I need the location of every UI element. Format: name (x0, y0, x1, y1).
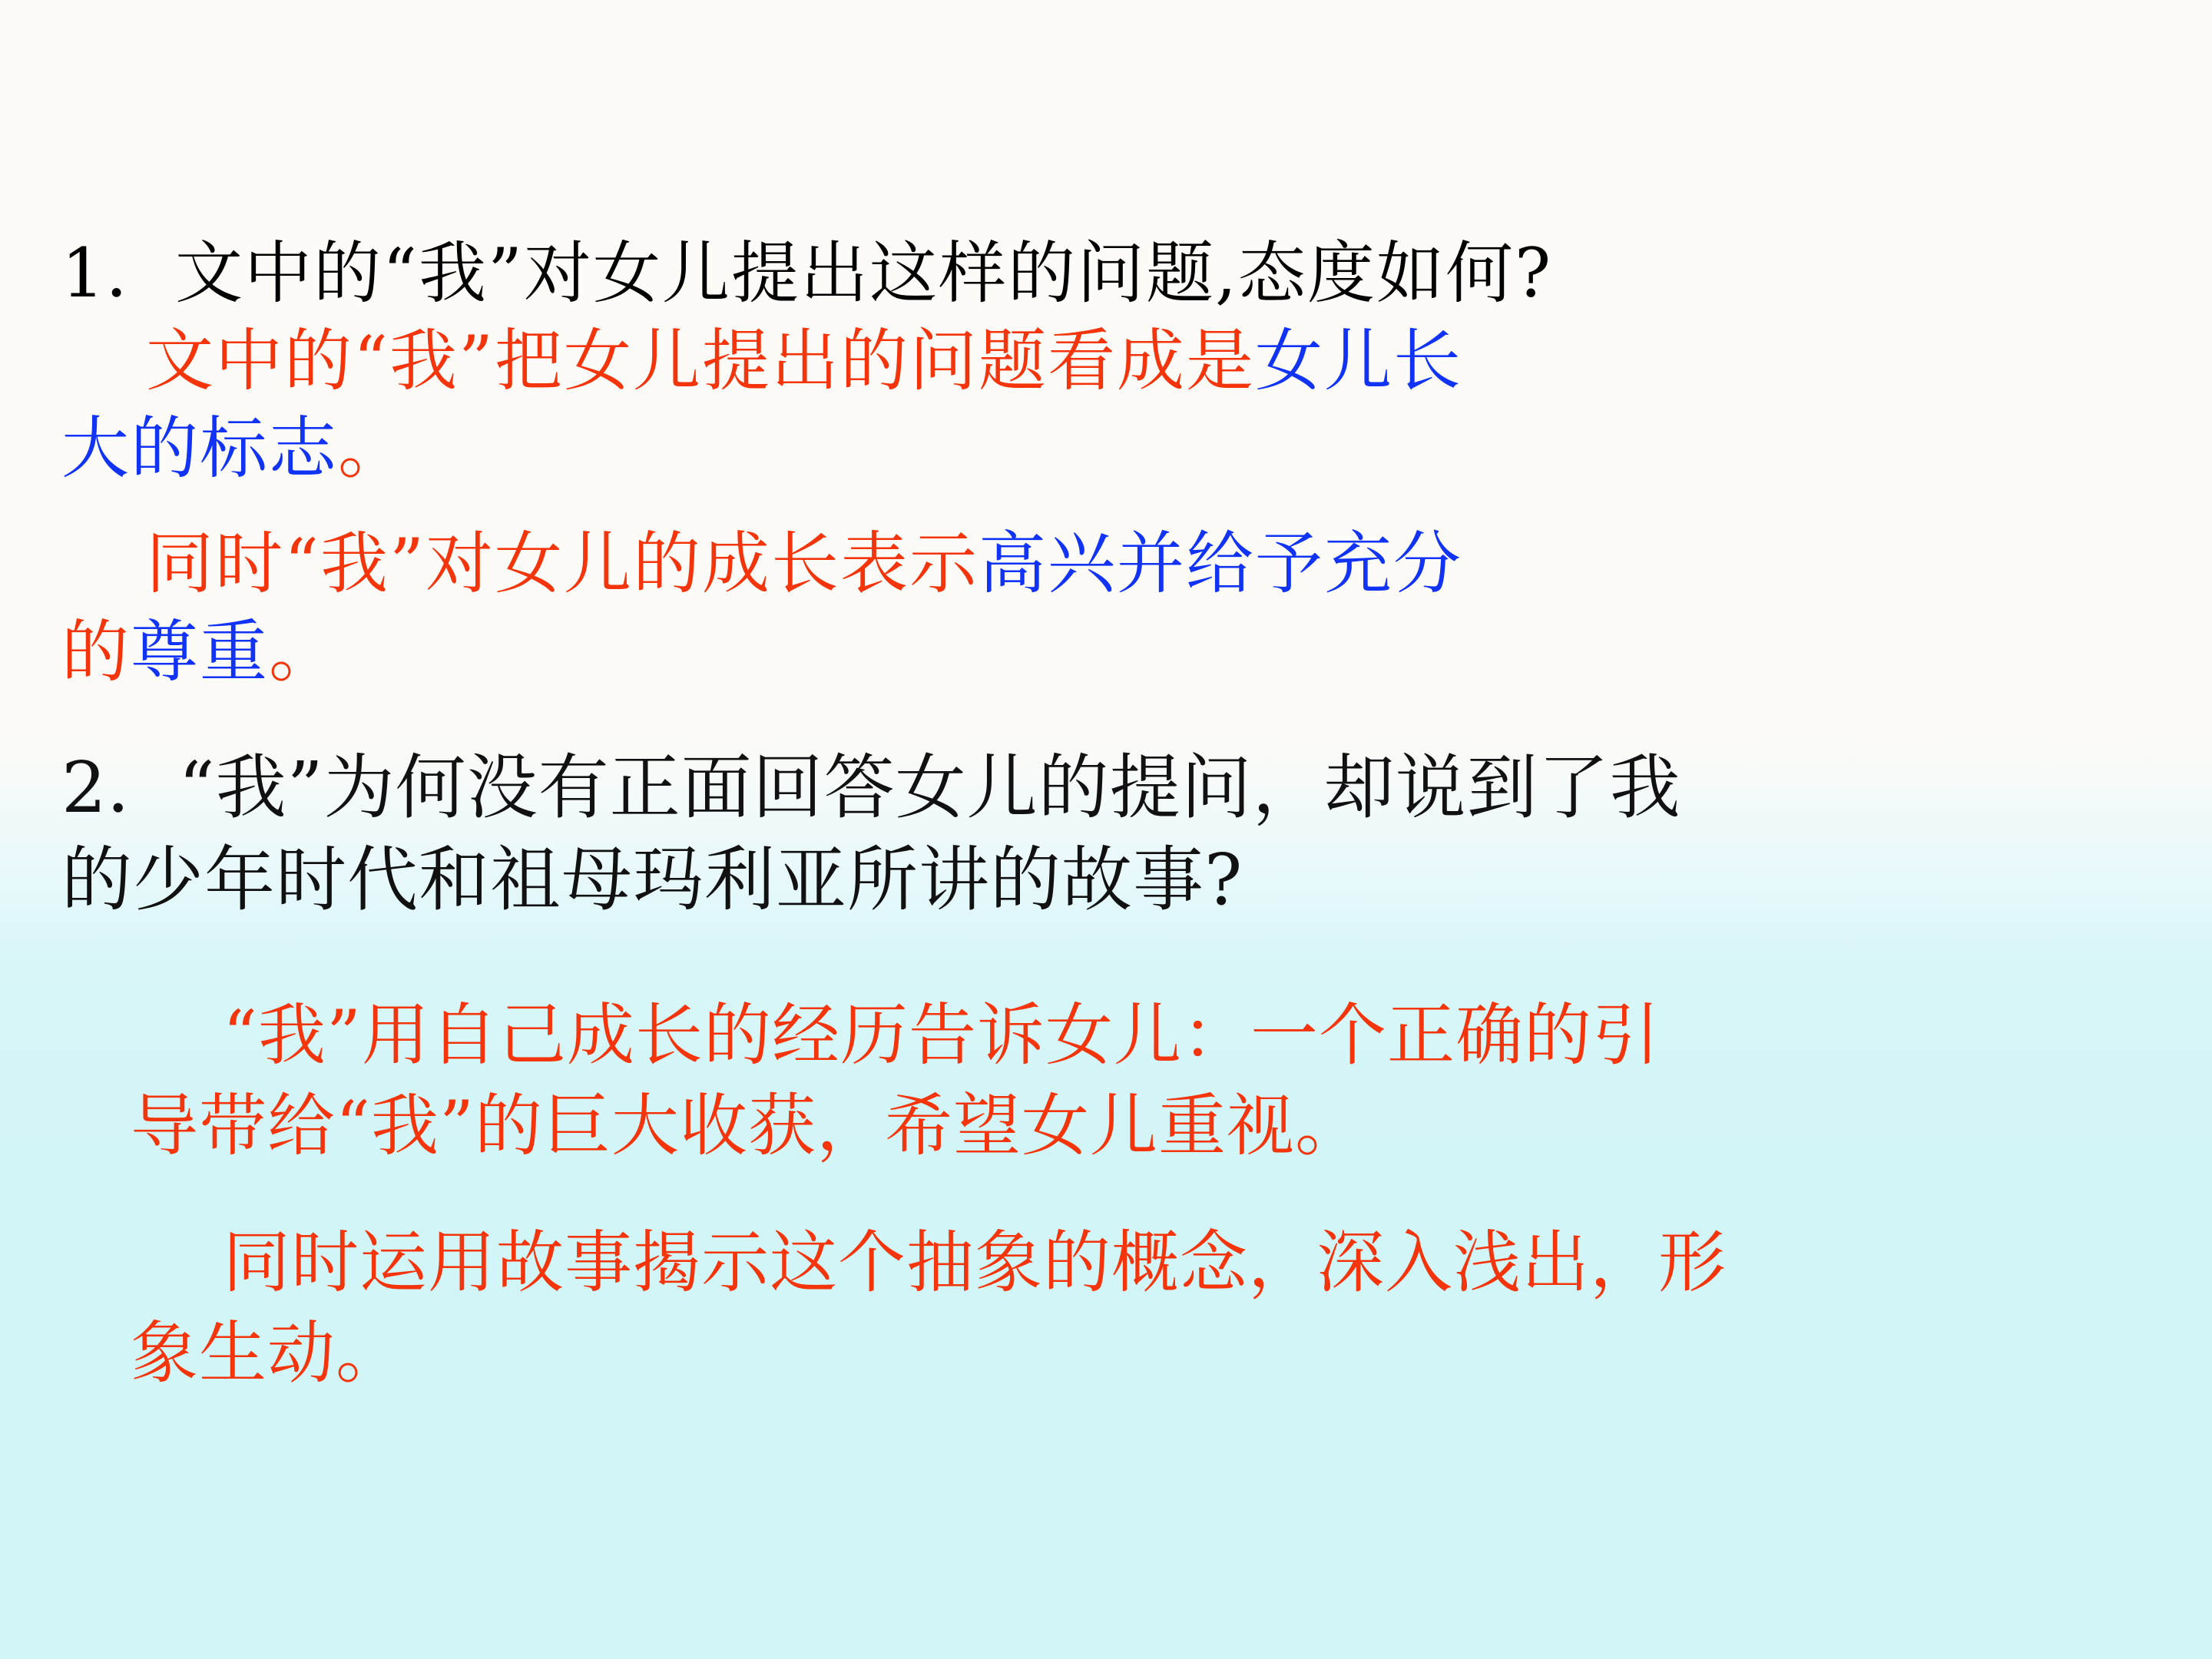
answer-1b-line-2-tail: 。 (269, 611, 339, 691)
answer-2a-line-2: 导带给“我”的巨大收获，希望女儿重视。 (131, 1086, 1363, 1166)
answer-2b-line-2: 象生动。 (131, 1313, 405, 1393)
spacer-4 (61, 1171, 2166, 1217)
answer-1b-line-1 (61, 520, 2166, 608)
answer-1a-line-2-blue: 大的标志 (61, 409, 339, 488)
answer-1a-line-2 (61, 405, 2166, 492)
answer-1b-line-2-red: 的 (61, 611, 131, 691)
question-2-number: 2． (61, 747, 179, 830)
answer-1a-line-1-blue: 女儿长 (1254, 320, 1462, 400)
answer-1a-line-2-red: 。 (338, 409, 408, 488)
answer-1a-line-1 (61, 317, 2166, 405)
question-block-1 (61, 230, 2166, 696)
question-1-text: 文中的“我”对女儿提出这样的问题,态度如何? (175, 233, 1553, 313)
answer-1b-line-1-red: 同时“我”对女儿的成长表示 (146, 524, 979, 604)
answer-1b-line-2-blue: 尊重 (131, 611, 270, 691)
question-2-line-2: 的少年时代和祖母玛利亚所讲的故事? (61, 838, 1243, 921)
answer-2b-line-1: 同时运用故事揭示这个抽象的概念，深入浅出，形 (223, 1223, 1727, 1303)
spacer-1 (61, 492, 2166, 520)
question-2-text-line-1: “我”为何没有正面回答女儿的提问，却说到了我 (178, 747, 1681, 830)
question-1-line (61, 230, 2166, 317)
spacer-3 (61, 926, 2166, 990)
question-1-number: 1． (61, 233, 175, 313)
answer-1b-line-2 (61, 608, 2166, 696)
question-2-line-1 (61, 742, 2166, 834)
spacer-2 (61, 696, 2166, 742)
answer-2a-line-1: “我”用自己成长的经历告诉女儿：一个正确的引 (223, 995, 1661, 1075)
answer-1b-line-1-blue: 高兴并给予充分 (978, 524, 1462, 604)
question-block-2 (61, 742, 2166, 1399)
answer-1a-line-1-red: 文中的“我”把女儿提出的问题看成是 (146, 320, 1255, 400)
